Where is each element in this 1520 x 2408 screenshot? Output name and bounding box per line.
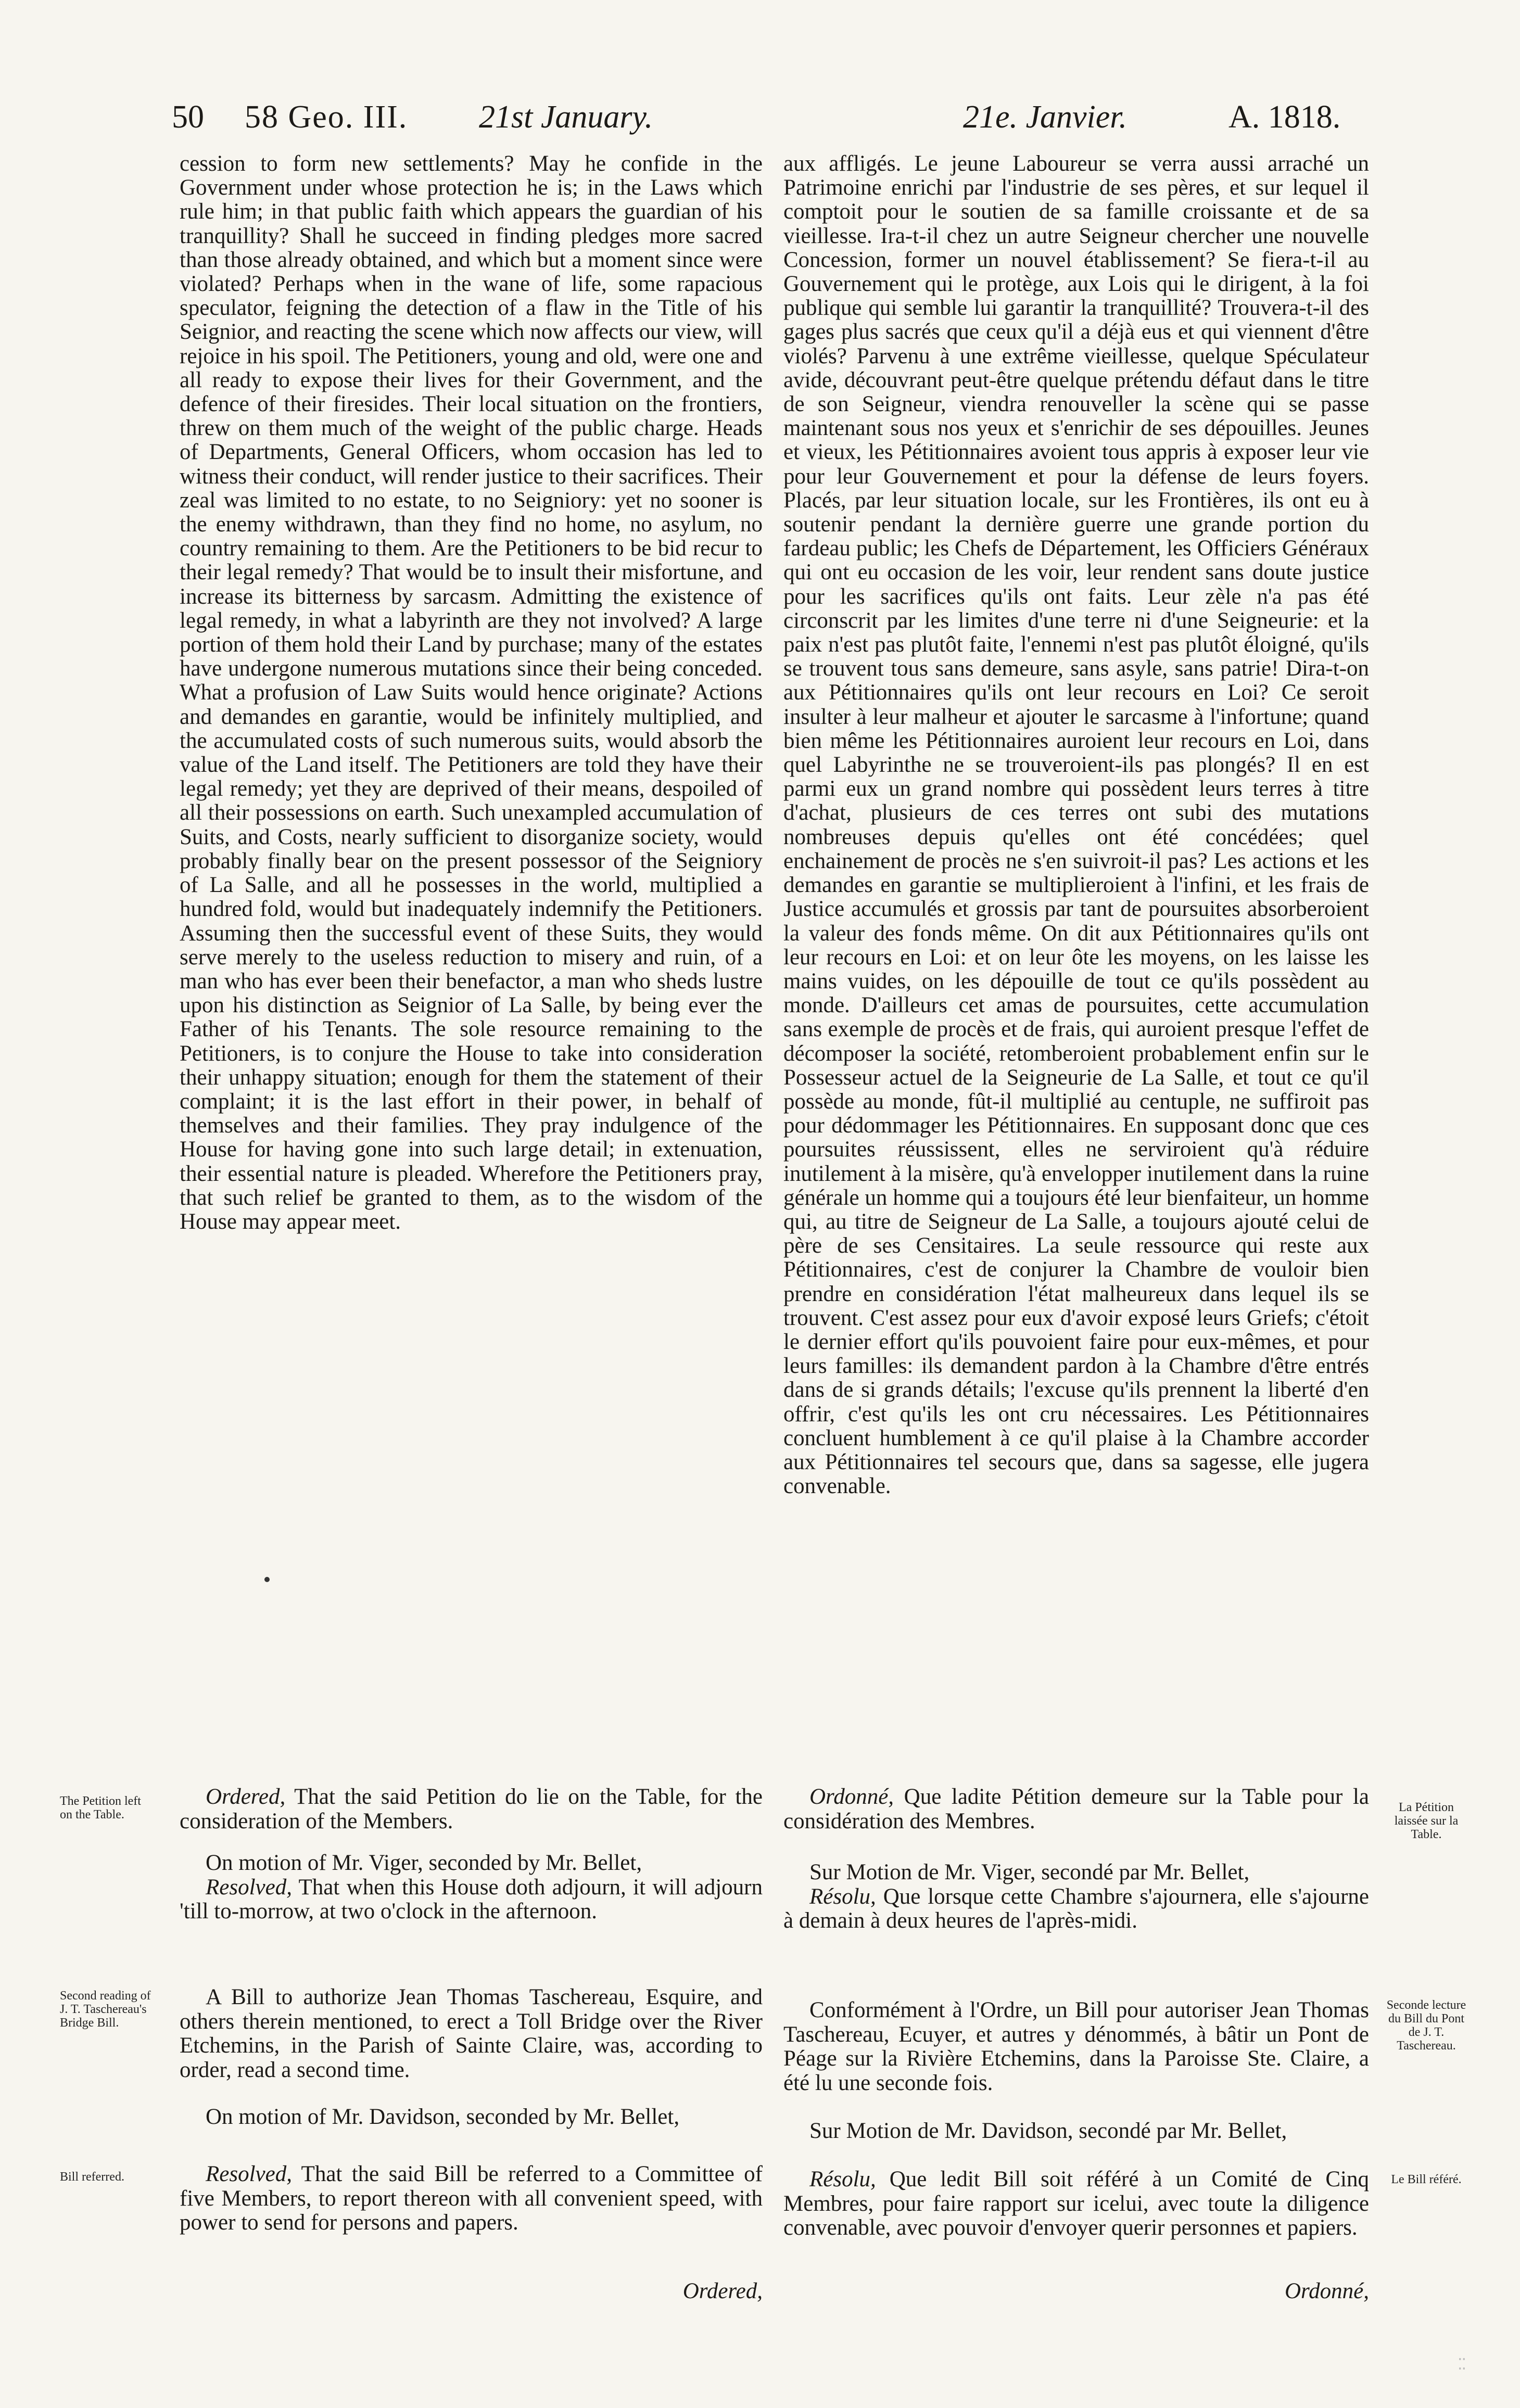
resolved1-text-en: That when this House doth adjourn, it will adjourn 'till to-morrow, at two o'clock in the afternoon. <box>180 1875 763 1923</box>
resolved2-lead-en: Resolved, <box>206 2162 292 2186</box>
date-english: 21st January. <box>479 99 653 135</box>
date-french: 21e. Janvier. <box>963 99 1128 135</box>
margin-note-petition-left: The Petition left on the Table. <box>60 1794 141 1821</box>
motion-davidson-text-fr: Sur Motion de Mr. Davidson, secondé par Mr. Bellet, <box>809 2119 1287 2143</box>
margin-note-bill-referred-left: Bill referred. <box>60 2170 124 2184</box>
resolved1-lead-fr: Résolu, <box>809 1884 876 1909</box>
motion-viger-text-en: On motion of Mr. Viger, seconded by Mr. Bellet, <box>206 1851 642 1875</box>
resolved-committee-english <box>180 2162 763 2235</box>
petition-paragraph-english: cession to form new settlements? May he confide in the Government under whose protection he is; in the Laws which rule him; in that public faith which appears the guardian of his tranquillity? Shall he succeed in finding pledges more sacred than those already obtained, and which but a moment since were violated? Perhaps when in the wane of life, some rapacious speculator, feigning the detection of a flaw in the Title of his Seignior, and reacting the scene which now affects our view, will rejoice in his spoil. The Petitioners, young and old, were one and all ready to expose their lives for their Government, and the defence of their firesides. Their local situation on the frontiers, threw on them much of the weight of the public charge. Heads of Departments, General Officers, whom occasion has led to witness their conduct, will render justice to their sacrifices. Their zeal was limited to no estate, to no Seigniory: yet no sooner is the enemy withdrawn, than they find no home, no asylum, no country remaining to them. Are the Petitioners to be bid recur to their legal remedy? That would be to insult their misfortune, and increase its bitterness by sarcasm. Admitting the existence of legal remedy, in what a labyrinth are they not involved? A large portion of them hold their Land by purchase; many of the estates have undergone numerous mutations since their being conceded. What a profusion of Law Suits would hence originate? Actions and demandes en garantie, would be infinitely multiplied, and the accumulated costs of such numerous suits, would absorb the value of the Land itself. The Petitioners are told they have their legal remedy; yet they are deprived of their means, despoiled of all their possessions on earth. Such unexampled accumulation of Suits, and Costs, nearly sufficient to disorganize society, would probably finally bear on the present possessor of the Seigniory of La Salle, and all he possesses in the world, multiplied a hundred fold, would but inadequately indemnify the Petitioners. Assuming then the successful event of these Suits, they would serve merely to the useless reduction to misery and ruin, of a man who has ever been their benefactor, a man who sheds lustre upon his distinction as Seignior of La Salle, by being ever the Father of his Tenants. The sole resource remaining to the Petitioners, is to conjure the House to take into consideration their unhappy situation; enough for them the statement of their complaint; it is the last effort in their power, in behalf of themselves and their families. They pray indulgence of the House for having gone into such large detail; in extenuation, their essential nature is pleaded. Wherefore the Petitioners pray, that such relief be granted to them, as to the wisdom of the House may appear meet. <box>180 151 763 1234</box>
ordered-petition-french <box>783 1785 1369 1833</box>
resolved-committee-french <box>783 2168 1369 2240</box>
paper-speck: ⁚⁚ <box>1458 2356 1466 2373</box>
motion-davidson-text-en: On motion of Mr. Davidson, seconded by Mr. Bellet, <box>206 2105 680 2129</box>
running-head <box>172 88 1374 146</box>
year-label: A. 1818. <box>1228 99 1341 135</box>
bill-text-en: A Bill to authorize Jean Thomas Taschereau, Esquire, and others therein mentioned, to erect a Toll Bridge over the River Etchemins, in the Parish of Sainte Claire, was, according to order, read a second time. <box>180 1985 763 2082</box>
catchword-english <box>180 2279 763 2304</box>
resolved2-lead-fr: Résolu, <box>809 2167 876 2192</box>
ordered-lead-fr: Ordonné, <box>809 1785 894 1809</box>
catchword-french <box>783 2279 1369 2304</box>
ordered-petition-english <box>180 1785 763 1833</box>
ordered-text-en: That the said Petition do lie on the Table, for the consideration of the Members. <box>180 1785 763 1833</box>
motion-viger-text-fr: Sur Motion de Mr. Viger, secondé par Mr. Bellet, <box>809 1860 1250 1884</box>
page-number: 50 <box>172 99 204 135</box>
bill-second-reading-english <box>180 1985 763 2082</box>
motion-viger-french <box>783 1861 1369 1933</box>
bill-second-reading-french <box>783 1998 1369 2095</box>
petition-paragraph-french: aux affligés. Le jeune Laboureur se verra aussi arraché un Patrimoine enrichi par l'industrie de ses pères, et sur lequel il comptoit pour le soutien de sa famille croissante et de sa vieillesse. Ira-t-il chez un autre Seigneur chercher une nouvelle Concession, former un nouvel établissement? Se fiera-t-il au Gouvernement qui le protège, aux Lois qui le dirigent, à la foi publique qui semble lui garantir la tranquillité? Trouvera-t-il des gages plus sacrés que ceux qu'il a déjà eus et qui viennent d'être violés? Parvenu à une extrême vieillesse, quelque Spéculateur avide, découvrant peut-être quelque prétendu défaut dans le titre de son Seigneur, viendra renouveller la scène qui se passe maintenant sous nos yeux et s'enrichir de ses dépouilles. Jeunes et vieux, les Pétitionnaires avoient tous appris à exposer leur vie pour leur Gouvernement et pour la défense de leurs foyers. Placés, par leur situation locale, sur les Frontières, ils ont eu à soutenir pendant la dernière guerre une grande portion du fardeau public; les Chefs de Département, les Officiers Généraux qui ont eu occasion de les voir, leur rendent sans doute justice pour les sacrifices qu'ils ont faits. Leur zèle n'a pas été circonscrit par les limites d'une terre ni d'une Seigneurie: et la paix n'est pas plutôt faite, l'ennemi n'est pas plutôt éloigné, qu'ils se trouvent tous sans demeure, sans asyle, sans patrie! Dira-t-on aux Pétitionnaires qu'ils ont leur recours en Loi? Ce seroit insulter à leur malheur et ajouter le sarcasme à l'infortune; quand bien même les Pétitionnaires auroient leur recours en Loi, dans quel Labyrinthe ne se trouveroient-ils pas plongés? Il en est parmi eux un grand nombre qui possèdent leurs terres à titre d'achat, plusieurs de ces terres ont subi des mutations nombreuses depuis qu'elles ont été concédées; quel enchainement de procès ne s'en suivroit-il pas? Les actions et les demandes en garantie se multiplieroient à l'infini, et les frais de Justice accumulés et grossis par tant de poursuites absorberoient la valeur des fonds même. On dit aux Pétitionnaires qu'ils ont leur recours en Loi: et on leur ôte les moyens, on les laisse les mains vuides, on les dépouille de tout ce qu'ils possèdent au monde. D'ailleurs cet amas de poursuites, cette accumulation sans exemple de procès et de frais, qui auroient presque l'effet de décomposer la société, retomberoient probablement enfin sur le Possesseur actuel de la Seigneurie de La Salle, et tout ce qu'il possède au monde, fût-il multiplié au centuple, ne suffiroit pas pour dédommager les Pétitionnaires. En supposant donc que ces poursuites réussissent, elles ne serviroient qu'à réduire inutilement à la misère, qu'à envelopper inutilement dans la ruine générale un homme qui a toujours été leur bienfaiteur, un homme qui, au titre de Seigneur de La Salle, a toujours ajouté celui de père de ses Censitaires. La seule ressource qui reste aux Pétitionnaires, c'est de conjurer la Chambre de vouloir bien prendre en considération l'état malheureux dans lequel ils se trouvent. C'est assez pour eux d'avoir exposé leurs Griefs; c'étoit le dernier effort qu'ils pouvoient faire pour eux-mêmes, et pour leurs familles: ils demandent pardon à la Chambre d'être entrés dans de si grands détails; l'excuse qu'ils prennent la liberté d'en offrir, c'est qu'ils les ont cru nécessaires. Les Pétitionnaires concluent humblement à ce qu'il plaise à la Chambre accorder aux Pétitionnaires tel secours que, dans sa sagesse, elle jugera convenable. <box>783 151 1369 1499</box>
margin-note-petition-right: La Pétition laissée sur la Table. <box>1394 1801 1459 1841</box>
catchword-fr-text: Ordonné, <box>1284 2279 1369 2303</box>
ink-dot <box>264 1577 270 1582</box>
petition-text-english <box>180 152 763 1234</box>
ordered-text-fr: Que ladite Pétition demeure sur la Table pour la considération des Membres. <box>783 1785 1369 1833</box>
catchword-en-text: Ordered, <box>682 2279 763 2303</box>
ordered-lead-en: Ordered, <box>206 1785 286 1809</box>
reign-label: 58 Geo. III. <box>245 99 408 135</box>
margin-note-bill-referred-right: Le Bill référé. <box>1391 2173 1462 2186</box>
resolved2-text-fr: Que ledit Bill soit référé à un Comité de Cinq Membres, pour faire rapport sur icelui, avec toute la diligence convenable, avec pouvoir d'envoyer querir personnes et papiers. <box>783 2167 1369 2240</box>
resolved1-text-fr: Que lorsque cette Chambre s'ajournera, elle s'ajourne à demain à deux heures de l'après-midi. <box>783 1884 1369 1933</box>
motion-davidson-english <box>180 2105 763 2130</box>
resolved2-text-en: That the said Bill be referred to a Committee of five Members, to report thereon with all convenient speed, with power to send for persons and papers. <box>180 2162 763 2235</box>
motion-davidson-french <box>783 2119 1369 2144</box>
margin-note-second-reading-right: Seconde lecture du Bill du Pont de J. T. Taschereau. <box>1386 1998 1466 2053</box>
bill-text-fr: Conformément à l'Ordre, un Bill pour autoriser Jean Thomas Taschereau, Ecuyer, et autres y dénommés, à bâtir un Pont de Péage sur la Rivière Etchemins, dans la Paroisse Ste. Claire, a été lu une seconde fois. <box>783 1998 1369 2095</box>
petition-text-french <box>783 152 1369 1498</box>
motion-viger-english <box>180 1851 763 1924</box>
margin-note-second-reading-left: Second reading of J. T. Taschereau's Bridge Bill. <box>60 1989 151 2030</box>
resolved1-lead-en: Resolved, <box>206 1875 292 1900</box>
